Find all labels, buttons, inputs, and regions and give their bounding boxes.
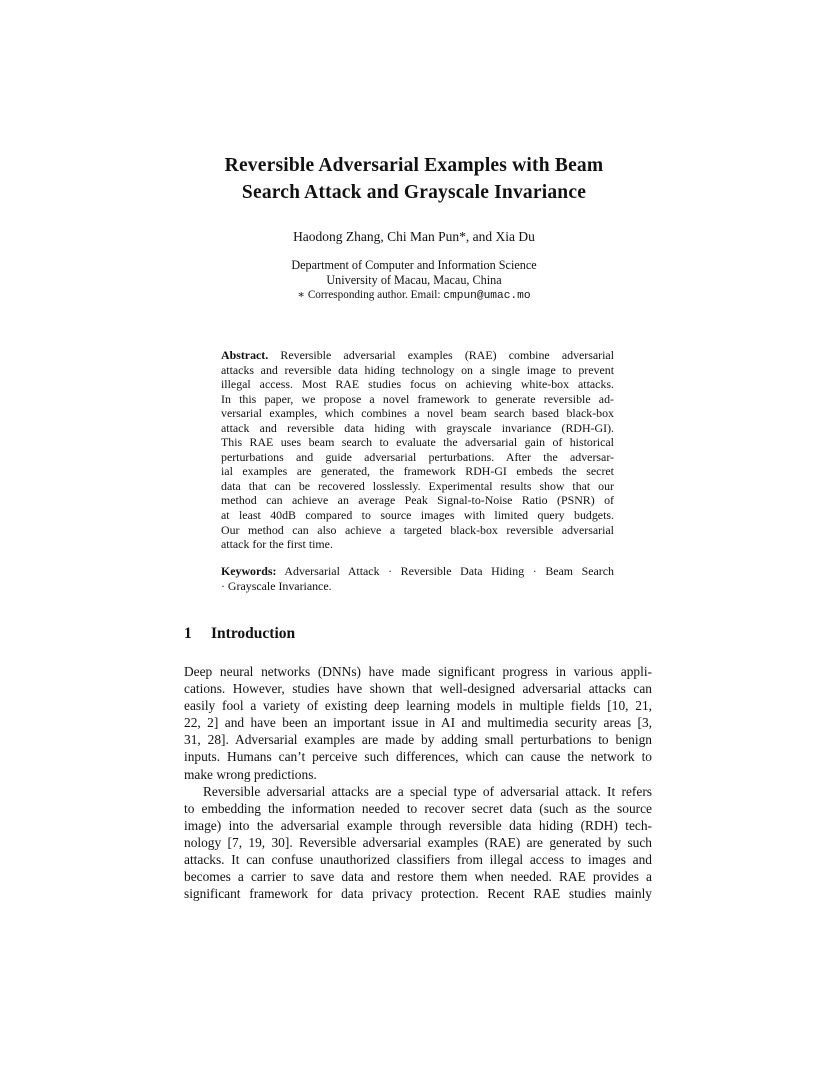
affiliation-block xyxy=(0,258,828,304)
body-line: Reversible adversarial attacks are a special type of adversarial attack. It refers xyxy=(203,783,652,799)
abstract-line: perturbations and guide adversarial perturbations. After the adversar- xyxy=(221,449,614,464)
section-title: Introduction xyxy=(211,625,296,642)
abstract-line: illegal access. Most RAE studies focus on achieving white-box attacks. xyxy=(221,377,614,392)
title-line: Reversible Adversarial Examples with Beam xyxy=(224,155,604,176)
abstract-label: Abstract. xyxy=(221,348,269,362)
body-line: cations. However, studies have shown that well-designed adversarial attacks can xyxy=(184,681,652,697)
abstract-line: attack for the first time. xyxy=(221,537,333,552)
body-line: Deep neural networks (DNNs) have made significant progress in various appli- xyxy=(184,664,652,679)
body-line: 22, 2] and have been an important issue in AI and multimedia security areas [3, xyxy=(184,715,652,731)
abstract-line: attack and reversible data hiding with grayscale invariance (RDH-GI). xyxy=(221,420,614,435)
paper-title xyxy=(0,152,828,206)
abstract xyxy=(221,348,614,552)
body-line: easily fool a variety of existing deep learning models in multiple fields [10, 21, xyxy=(184,698,652,714)
body-line: to embedding the information needed to recover secret data (such as the source xyxy=(184,800,652,816)
abstract-line: This RAE uses beam search to evaluate the adversarial gain of historical xyxy=(221,435,614,450)
abstract-line: Our method can also achieve a targeted black-box reversible adversarial xyxy=(221,522,614,537)
abstract-line: method can achieve an average Peak Signal-to-Noise Ratio (PSNR) of xyxy=(221,493,614,508)
body-text xyxy=(184,663,652,902)
abstract-line: versarial examples, which combines a novel beam search based black-box xyxy=(221,406,614,421)
body-line: nology [7, 19, 30]. Reversible adversarial examples (RAE) are generated by such xyxy=(184,834,652,850)
affiliation-university: University of Macau, Macau, China xyxy=(326,273,502,287)
title-line: Search Attack and Grayscale Invariance xyxy=(241,182,587,203)
abstract-line: at least 40dB compared to source images with limited query budgets. xyxy=(221,508,614,523)
body-line: significant framework for data privacy protection. Recent RAE studies mainly xyxy=(184,886,652,902)
keywords xyxy=(221,564,614,593)
body-line: 31, 28]. Adversarial examples are made by adding small perturbations to benign xyxy=(184,732,652,748)
affiliation-department: Department of Computer and Information Science xyxy=(291,258,537,272)
abstract-line: attacks and reversible data hiding technology on a single image to prevent xyxy=(221,362,614,377)
keywords-label: Keywords: xyxy=(221,564,277,578)
body-line: image) into the adversarial example through reversible data hiding (RDH) tech- xyxy=(184,817,652,833)
abstract-line: ial examples are generated, the framework RDH-GI embeds the secret xyxy=(221,464,614,479)
body-line: attacks. It can confuse unauthorized classifiers from illegal access to images and xyxy=(184,852,652,868)
corresponding-author-note xyxy=(0,288,828,304)
abstract-line: data that can be recovered losslessly. Experimental results show that our xyxy=(221,478,614,493)
section-heading xyxy=(184,624,295,644)
corresponding-author-label: ∗ Corresponding author. Email: xyxy=(297,289,444,301)
keywords-line: Keywords: Adversarial Attack · Reversible Data Hiding · Beam Search xyxy=(221,564,614,578)
author-list: Haodong Zhang, Chi Man Pun*, and Xia Du xyxy=(293,229,535,244)
body-line: inputs. Humans can’t perceive such differences, which can cause the network to xyxy=(184,749,652,765)
corresponding-author-email: cmpun@umac.mo xyxy=(443,290,531,302)
abstract-line: In this paper, we propose a novel framework to generate reversible ad- xyxy=(221,391,614,406)
abstract-line: Abstract. Reversible adversarial examples (RAE) combine adversarial xyxy=(221,348,614,362)
keywords-line: · Grayscale Invariance. xyxy=(221,578,332,593)
section-number: 1 xyxy=(184,625,192,642)
body-line: make wrong predictions. xyxy=(184,766,317,782)
body-line: becomes a carrier to save data and restore them when needed. RAE provides a xyxy=(184,869,652,885)
